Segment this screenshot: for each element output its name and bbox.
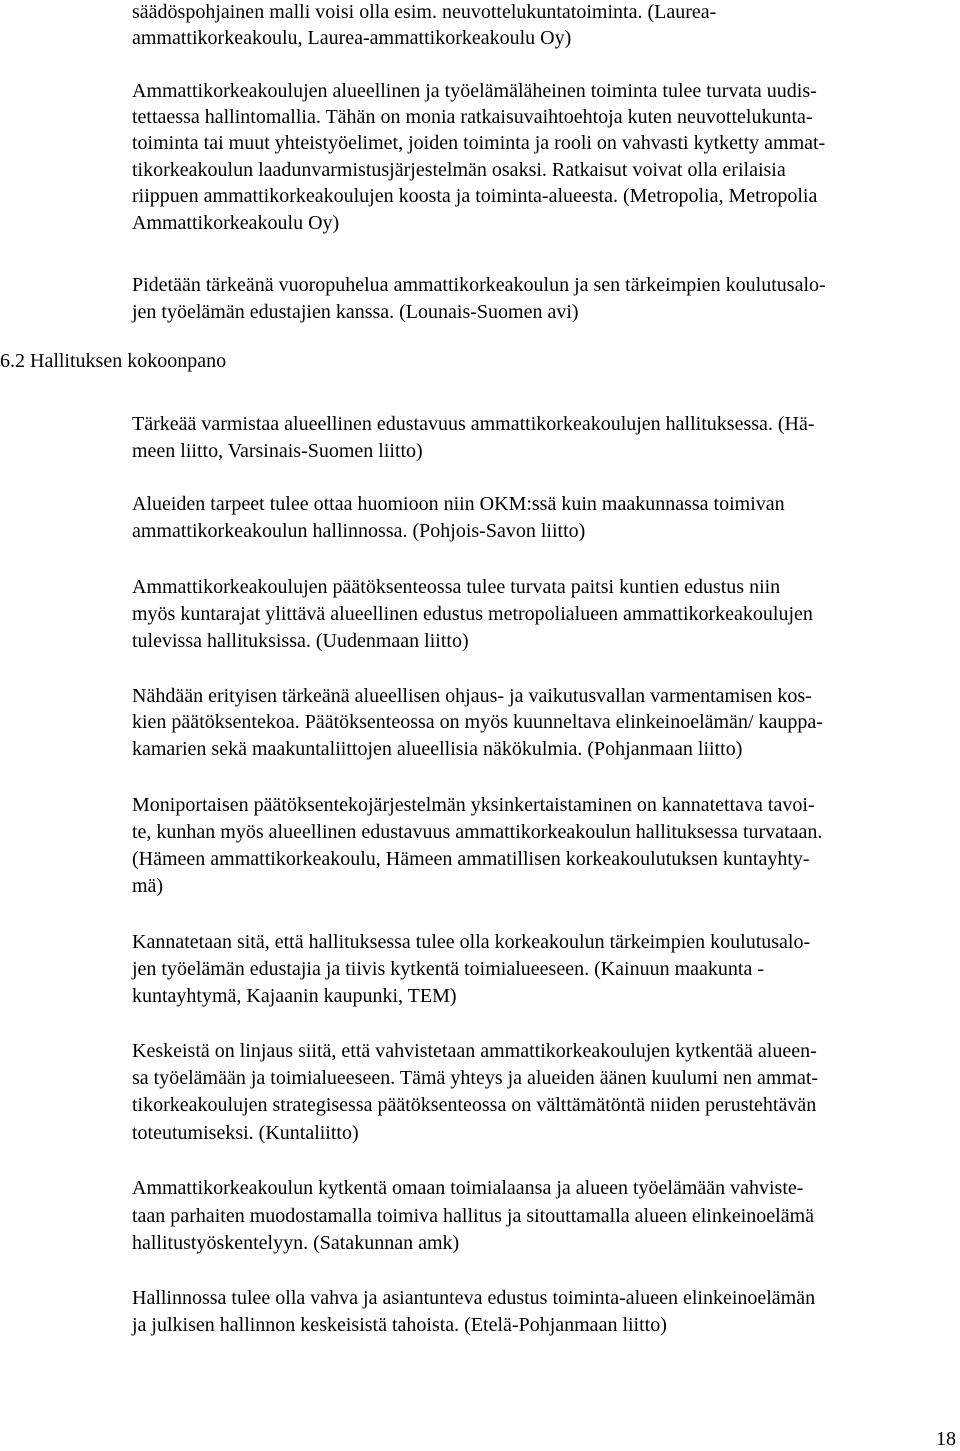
paragraph-line: ja julkisen hallinnon keskeisistä tahoista. (Etelä-Pohjanmaan liitto) [132, 1314, 667, 1336]
section-heading: 6.2 Hallituksen kokoonpano [0, 350, 227, 372]
paragraph-line: kien päätöksentekoa. Päätöksenteossa on myös kuunneltava elinkeinoelämän/ kauppa- [132, 711, 823, 733]
paragraph-line: Keskeistä on linjaus siitä, että vahvistetaan ammattikorkeakoulujen kytkentää alueen- [132, 1040, 817, 1062]
paragraph-line: Nähdään erityisen tärkeänä alueellisen ohjaus- ja vaikutusvallan varmentamisen kos- [132, 685, 812, 707]
paragraph-line: ammattikorkeakoulun hallinnossa. (Pohjois-Savon liitto) [132, 520, 586, 542]
paragraph-line: jen työelämän edustajien kanssa. (Lounais-Suomen avi) [132, 301, 579, 323]
paragraph-line: kuntayhtymä, Kajaanin kaupunki, TEM) [132, 985, 457, 1007]
page-number: 18 [936, 1428, 956, 1450]
paragraph-line: tettaessa hallintomallia. Tähän on monia ratkaisuvaihtoehtoja kuten neuvottelukunta- [132, 106, 813, 128]
paragraph-line: myös kuntarajat ylittävä alueellinen edustus metropolialueen ammattikorkeakoulujen [132, 603, 813, 625]
paragraph-line: hallitustyöskentelyyn. (Satakunnan amk) [132, 1232, 460, 1254]
paragraph-line: taan parhaiten muodostamalla toimiva hallitus ja sitouttamalla alueen elinkeinoelämä [132, 1205, 815, 1227]
paragraph-line: mä) [132, 875, 164, 897]
paragraph-line: Moniportaisen päätöksentekojärjestelmän yksinkertaistaminen on kannatettava tavoi- [132, 794, 815, 816]
paragraph-line: Kannatetaan sitä, että hallituksessa tulee olla korkeakoulun tärkeimpien koulutusalo- [132, 931, 811, 953]
paragraph-line: te, kunhan myös alueellinen edustavuus ammattikorkeakoulun hallituksessa turvataan. [132, 821, 823, 843]
paragraph-line: kamarien sekä maakuntaliittojen alueellisia näkökulmia. (Pohjanmaan liitto) [132, 738, 743, 760]
paragraph-line: toiminta tai muut yhteistyöelimet, joiden toiminta ja rooli on vahvasti kytketty ammat- [132, 132, 826, 154]
paragraph-line: Ammattikorkeakoulujen alueellinen ja työelämäläheinen toiminta tulee turvata uudis- [132, 80, 817, 102]
paragraph-line: sa työelämään ja toimialueeseen. Tämä yhteys ja alueiden äänen kuulumi nen ammat- [132, 1067, 819, 1089]
paragraph-line: Ammattikorkeakoulujen päätöksenteossa tulee turvata paitsi kuntien edustus niin [132, 576, 781, 598]
paragraph-line: Alueiden tarpeet tulee ottaa huomioon niin OKM:ssä kuin maakunnassa toimivan [132, 493, 785, 515]
paragraph-line: Pidetään tärkeänä vuoropuhelua ammattikorkeakoulun ja sen tärkeimpien koulutusalo- [132, 274, 826, 296]
paragraph-line: meen liitto, Varsinais-Suomen liitto) [132, 440, 423, 462]
paragraph-line: (Hämeen ammattikorkeakoulu, Hämeen ammatillisen korkeakoulutuksen kuntayhty- [132, 848, 810, 870]
paragraph-line: säädöspohjainen malli voisi olla esim. neuvottelukuntatoiminta. (Laurea- [132, 1, 717, 23]
paragraph-line: ammattikorkeakoulu, Laurea-ammattikorkeakoulu Oy) [132, 27, 572, 49]
paragraph-line: tikorkeakoulujen strategisessa päätöksenteossa on välttämätöntä niiden perustehtävän [132, 1094, 817, 1116]
paragraph-line: toteutumiseksi. (Kuntaliitto) [132, 1122, 359, 1144]
paragraph-line: Ammattikorkeakoulun kytkentä omaan toimialaansa ja alueen työelämään vahviste- [132, 1177, 804, 1199]
paragraph-line: tulevissa hallituksissa. (Uudenmaan liitto) [132, 630, 469, 652]
paragraph-line: Ammattikorkeakoulu Oy) [132, 212, 340, 234]
paragraph-line: Tärkeää varmistaa alueellinen edustavuus ammattikorkeakoulujen hallituksessa. (Hä- [132, 413, 815, 435]
paragraph-line: tikorkeakoulun laadunvarmistusjärjestelmän osaksi. Ratkaisut voivat olla erilaisia [132, 159, 786, 181]
paragraph-line: riippuen ammattikorkeakoulujen koosta ja toiminta-alueesta. (Metropolia, Metropolia [132, 185, 818, 207]
paragraph-line: Hallinnossa tulee olla vahva ja asiantunteva edustus toiminta-alueen elinkeinoelämän [132, 1287, 816, 1309]
paragraph-line: jen työelämän edustajia ja tiivis kytkentä toimialueeseen. (Kainuun maakunta - [132, 958, 765, 980]
